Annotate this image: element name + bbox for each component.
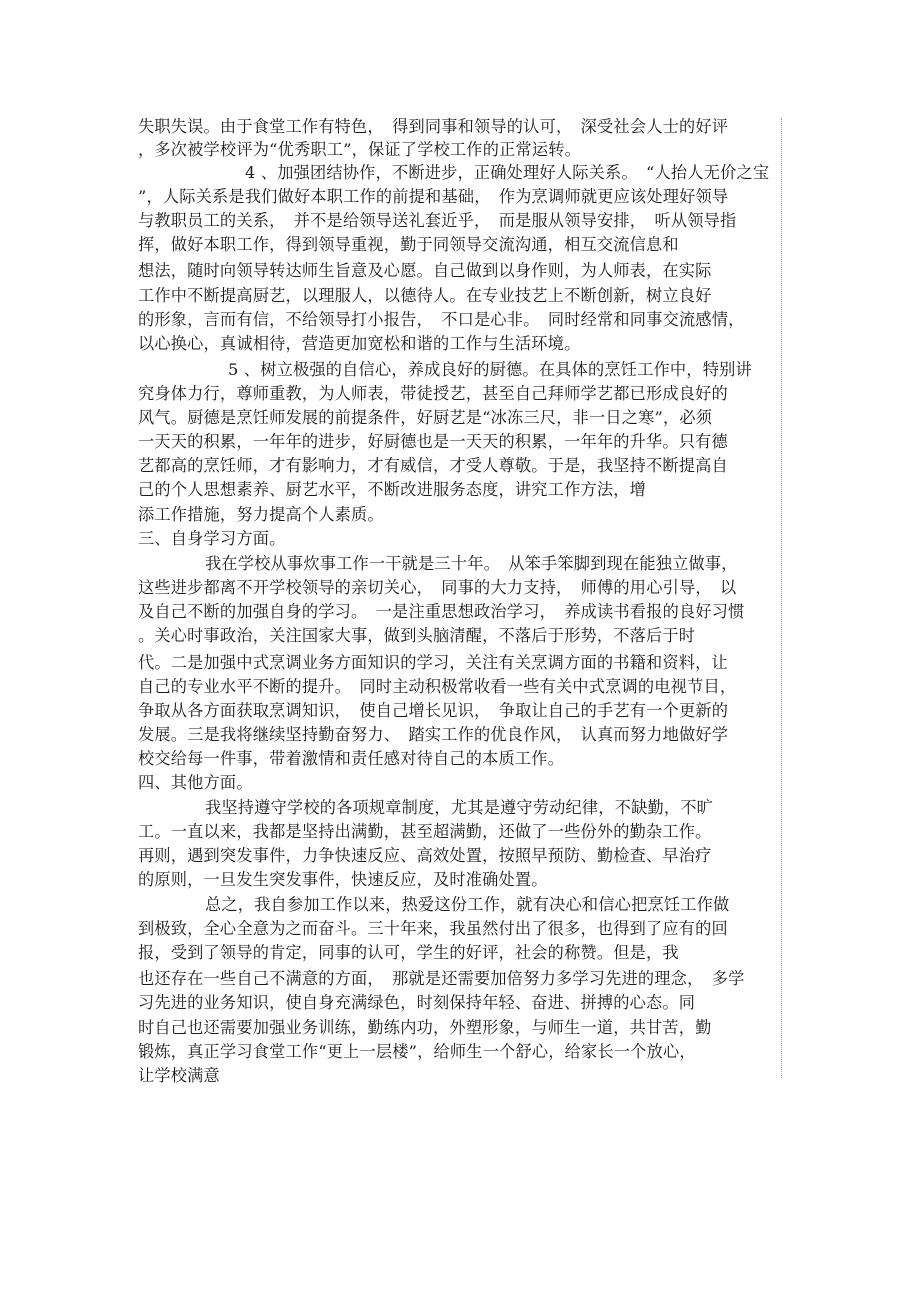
text-line: 发展。三是我将继续坚持勤奋努力、 踏实工作的优良作风， 认真而努力地做好学 <box>138 725 729 744</box>
text-line: 以心换心，真诚相待，营造更加宽松和谐的工作与生活环境。 <box>138 334 581 353</box>
text-line: 代。二是加强中式烹调业务方面知识的学习，关注有关烹调方面的书籍和资料，让 <box>138 653 728 672</box>
text-line: 总之，我自参加工作以来，热爱这份工作，就有决心和信心把烹饪工作做 <box>205 895 730 914</box>
text-line: 时自己也还需要加强业务训练，勤练内功，外塑形象，与师生一道，共甘苦，勤 <box>138 1018 712 1037</box>
text-line: 工。一直以来，我都是坚持出满勤，甚至超满勤，还做了一些份外的勤杂工作。 <box>138 822 712 841</box>
text-line: 到极致，全心全意为之而奋斗。三十年来，我虽然付出了很多，也得到了应有的回 <box>138 919 728 938</box>
text-line: ”，人际关系是我们做好本职工作的前提和基础， 作为烹调师就更应该处理好领导 <box>138 187 729 206</box>
text-line: 风气。厨德是烹饪师发展的前提条件，好厨艺是“冰冻三尺，非一日之寒”，必须 <box>138 408 713 427</box>
text-line: 校交给每一件事，带着激情和责任感对待自己的本质工作。 <box>138 749 565 768</box>
text-line: 工作中不断提高厨艺，以理服人，以德待人。在专业技艺上不断创新，树立良好 <box>138 286 712 305</box>
text-line: 锻炼，真正学习食堂工作“更上一层楼”，给师生一个舒心，给家长一个放心， <box>138 1042 696 1061</box>
text-line: 添工作措施，努力提高个人素质。 <box>138 505 384 524</box>
text-line: 己的个人思想素养、厨艺水平，不断改进服务态度，讲究工作方法，增 <box>138 480 647 499</box>
text-line: 及自己不断的加强自身的学习。 一是注重思想政治学习， 养成读书看报的良好习惯 <box>138 602 745 621</box>
text-line: 这些进步都离不开学校领导的亲切关心， 同事的大力支持， 师傅的用心引导， 以 <box>138 578 737 597</box>
text-line: 的形象，言而有信，不给领导打小报告， 不口是心非。 同时经常和同事交流感情， <box>138 310 745 329</box>
text-line: 的原则，一旦发生突发事件，快速反应，及时准确处置。 <box>138 870 548 889</box>
text-line: 再则，遇到突发事件，力争快速反应、高效处置，按照早预防、勤检查、早治疗 <box>138 846 712 865</box>
section-heading: 四、其他方面。 <box>138 773 253 792</box>
text-line: 自己的专业水平不断的提升。 同时主动积极常收看一些有关中式烹调的电视节目， <box>138 677 737 696</box>
text-line: 习先进的业务知识，使自身充满绿色，时刻保持年轻、奋进、拼搏的心态。同 <box>138 993 696 1012</box>
text-line: ，多次被学校评为“优秀职工”，保证了学校工作的正常运转。 <box>138 140 582 159</box>
right-margin-rule <box>781 118 782 1078</box>
text-line: 我坚持遵守学校的各项规章制度，尤其是遵守劳动纪律，不缺勤，不旷 <box>205 798 714 817</box>
text-line: 5 、树立极强的自信心，养成良好的厨德。在具体的烹饪工作中，特别讲 <box>228 360 752 379</box>
text-line: 也还存在一些自己不满意的方面， 那就是还需要加倍努力多学习先进的理念， 多学 <box>138 969 745 988</box>
text-line: 失职失误。由于食堂工作有特色， 得到同事和领导的认可， 深受社会人士的好评 <box>138 117 729 136</box>
text-line: 报，受到了领导的肯定，同事的认可，学生的好评，社会的称赞。但是，我 <box>138 943 679 962</box>
text-line: 我在学校从事炊事工作一干就是三十年。 从笨手笨脚到现在能独立做事， <box>205 554 738 573</box>
text-line: 争取从各方面获取烹调知识， 使自己增长见识， 争取让自己的手艺有一个更新的 <box>138 701 729 720</box>
section-heading: 三、自身学习方面。 <box>138 529 286 548</box>
text-line: 艺都高的烹饪师，才有影响力，才有威信，才受人尊敬。于是，我坚持不断提高自 <box>138 456 728 475</box>
text-line: 想法，随时向领导转达师生旨意及心愿。自己做到以身作则，为人师表，在实际 <box>138 261 712 280</box>
text-line: 一天天的积累，一年年的进步，好厨德也是一天天的积累，一年年的升华。只有德 <box>138 432 728 451</box>
text-line: 与教职员工的关系， 并不是给领导送礼套近乎， 而是服从领导安排， 听从领导指 <box>138 211 737 230</box>
text-line: 究身体力行，尊师重教，为人师表，带徒授艺，甚至自己拜师学艺都已形成良好的 <box>138 384 728 403</box>
text-line: 让学校满意 <box>138 1066 220 1085</box>
text-line: 4 、加强团结协作，不断进步，正确处理好人际关系。 “人抬人无价之宝 <box>245 163 770 182</box>
text-line: 。关心时事政治，关注国家大事，做到头脑清醒，不落后于形势，不落后于时 <box>138 626 696 645</box>
text-line: 挥，做好本职工作，得到领导重视，勤于同领导交流沟通，相互交流信息和 <box>138 235 679 254</box>
